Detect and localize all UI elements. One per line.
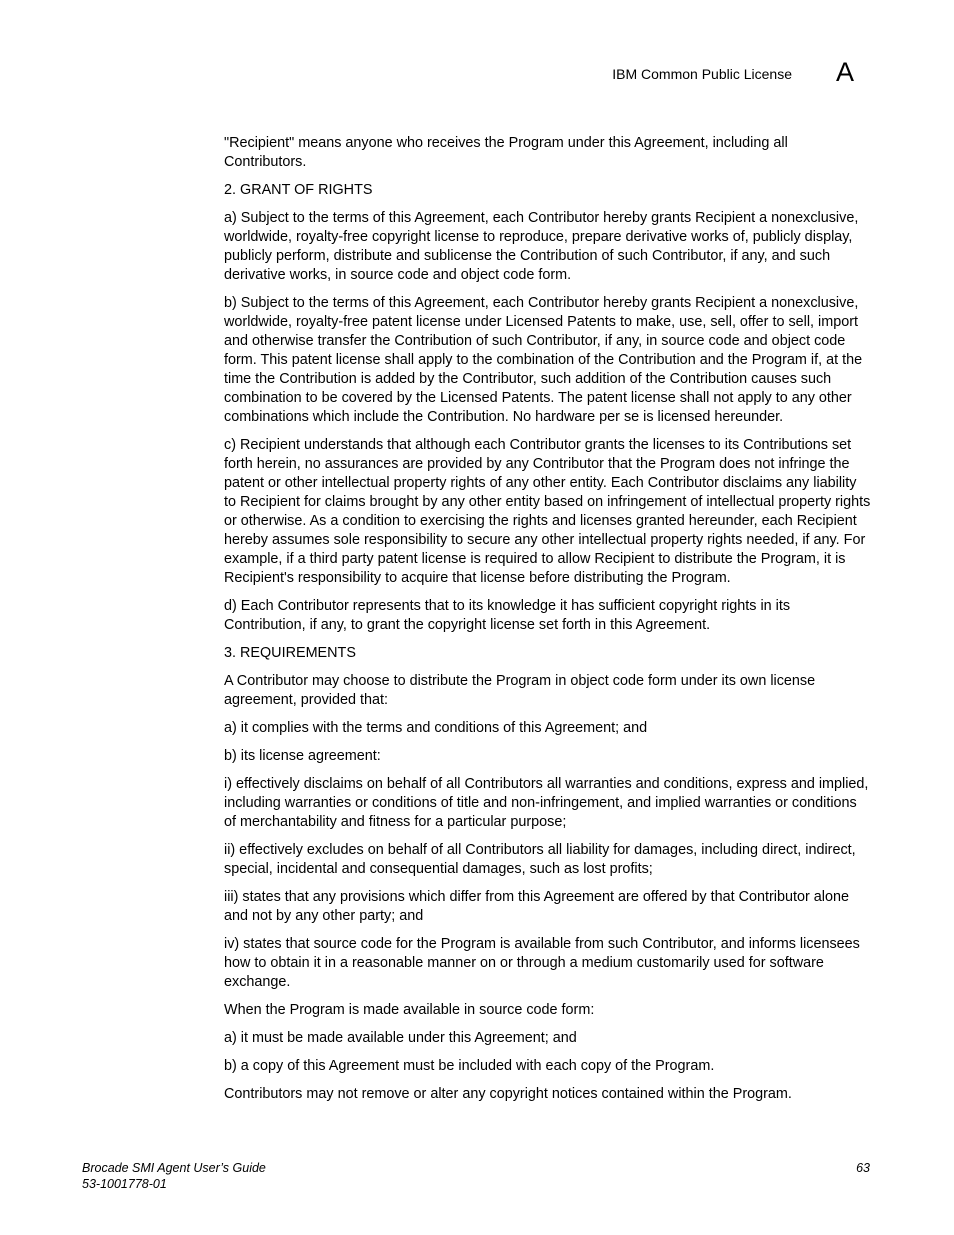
appendix-letter: A	[836, 57, 855, 87]
paragraph-requirement-b: b) its license agreement:	[224, 748, 381, 764]
heading-grant-of-rights: 2. GRANT OF RIGHTS	[224, 182, 373, 198]
footer-guide-title: Brocade SMI Agent User’s Guide	[82, 1161, 266, 1175]
paragraph-copyright-notices: Contributors may not remove or alter any copyright notices contained within the Program.	[224, 1086, 792, 1102]
footer-document-info	[82, 1160, 266, 1192]
paragraph-grant-d: d) Each Contributor represents that to its knowledge it has sufficient copyright rights in its Contribution, if any, to grant the copyright license set forth in this Agreement.	[224, 598, 791, 633]
paragraph-source-a: a) it must be made available under this Agreement; and	[224, 1030, 577, 1046]
paragraph-requirement-iv: iv) states that source code for the Program is available from such Contributor, and informs licensees how to obtain it in a reasonable manner on or through a medium customarily used for software exchange.	[224, 936, 860, 990]
page-number: 63	[856, 1161, 870, 1175]
paragraph-requirement-iii: iii) states that any provisions which differ from this Agreement are offered by that Contributor alone and not by any other party; and	[224, 889, 849, 924]
paragraph-source-b: b) a copy of this Agreement must be included with each copy of the Program.	[224, 1058, 715, 1074]
paragraph-recipient-definition: "Recipient" means anyone who receives the Program under this Agreement, including all Contributors.	[224, 135, 788, 170]
paragraph-requirement-ii: ii) effectively excludes on behalf of all Contributors all liability for damages, including direct, indirect, special, incidental and consequential damages, such as lost profits;	[224, 842, 856, 877]
paragraph-grant-c: c) Recipient understands that although each Contributor grants the licenses to its Contributions set forth herein, no assurances are provided by any Contributor that the Program does not infringe the patent or other intellectual property rights of any other entity. Each Contributor disclaims any liability to Recipient for claims brought by any other entity based on infringement of intellectual property rights or otherwise. As a condition to exercising the rights and licenses granted hereunder, each Recipient hereby assumes sole responsibility to secure any other intellectual property rights needed, if any. For example, if a third party patent license is required to allow Recipient to distribute the Program, it is Recipient's responsibility to acquire that license before distributing the Program.	[224, 437, 871, 586]
paragraph-requirements-intro: A Contributor may choose to distribute the Program in object code form under its own license agreement, provided that:	[224, 673, 816, 708]
section-title: IBM Common Public License	[612, 66, 792, 82]
heading-requirements: 3. REQUIREMENTS	[224, 645, 356, 661]
paragraph-requirement-a: a) it complies with the terms and conditions of this Agreement; and	[224, 720, 648, 736]
paragraph-grant-a: a) Subject to the terms of this Agreement, each Contributor hereby grants Recipient a nonexclusive, worldwide, royalty-free copyright license to reproduce, prepare derivative works of, publicly display, publicly perform, distribute and sublicense the Contribution of such Contributor, if any, and such derivative works, in source code and object code form.	[224, 210, 859, 283]
footer-doc-number: 53-1001778-01	[82, 1177, 167, 1191]
body-text	[224, 134, 872, 1113]
paragraph-grant-b: b) Subject to the terms of this Agreement, each Contributor hereby grants Recipient a nonexclusive, worldwide, royalty-free patent license under Licensed Patents to make, use, sell, offer to sell, import and otherwise transfer the Contribution of such Contributor, if any, in source code and object code form. This patent license shall apply to the combination of the Contribution and the Program if, at the time the Contribution is added by the Contributor, such addition of the Contribution causes such combination to be covered by the Licensed Patents. The patent license shall not apply to any other combinations which include the Contribution. No hardware per se is licensed hereunder.	[224, 295, 863, 425]
paragraph-requirement-i: i) effectively disclaims on behalf of all Contributors all warranties and conditions, express and implied, including warranties or conditions of title and non-infringement, and implied warranties or conditions of merchantability and fitness for a particular purpose;	[224, 776, 869, 830]
paragraph-source-code-form: When the Program is made available in source code form:	[224, 1002, 595, 1018]
